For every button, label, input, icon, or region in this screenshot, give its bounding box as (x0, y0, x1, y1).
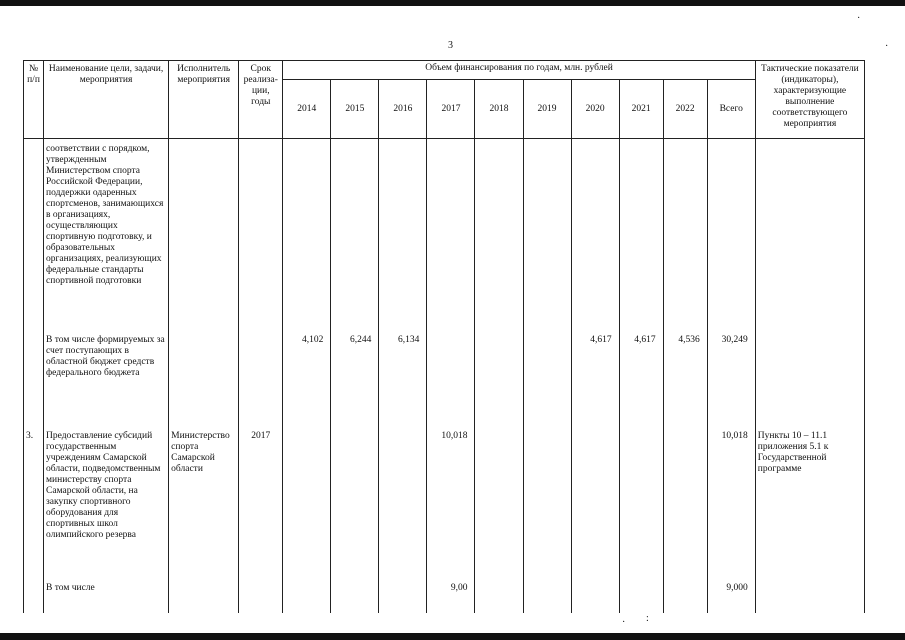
row-value (475, 431, 523, 583)
row-value (663, 583, 707, 613)
row-value (427, 139, 475, 335)
row-value (427, 335, 475, 431)
row-total (707, 139, 755, 335)
header-financing: Объем финансирования по годам, млн. рублей (283, 61, 756, 80)
row-name: В том числе (44, 583, 169, 613)
row-executor: Министерство спорта Самарской области (169, 431, 239, 583)
row-value (331, 139, 379, 335)
scan-speck: · (622, 617, 626, 628)
header-year: 2017 (427, 80, 475, 139)
row-value (571, 431, 619, 583)
row-value (523, 431, 571, 583)
scan-speck: · (857, 13, 861, 24)
row-value (379, 139, 427, 335)
row-period (239, 139, 283, 335)
row-value: 4,617 (571, 335, 619, 431)
row-total: 10,018 (707, 431, 755, 583)
row-executor (169, 583, 239, 613)
row-executor (169, 139, 239, 335)
scan-speck: : (646, 613, 649, 624)
header-executor: Исполнитель мероприятия (169, 61, 239, 139)
row-value: 6,244 (331, 335, 379, 431)
header-year: 2020 (571, 80, 619, 139)
row-indicators (755, 583, 864, 613)
table-row (24, 335, 865, 431)
row-value (379, 431, 427, 583)
row-indicators (755, 335, 864, 431)
header-year: 2015 (331, 80, 379, 139)
row-value: 10,018 (427, 431, 475, 583)
row-value (331, 431, 379, 583)
financing-table (23, 60, 865, 613)
header-period: Срок реализа-ции, годы (239, 61, 283, 139)
row-value (331, 583, 379, 613)
header-year: 2014 (283, 80, 331, 139)
row-value (571, 583, 619, 613)
row-value: 4,536 (663, 335, 707, 431)
row-total: 9,000 (707, 583, 755, 613)
row-value (663, 139, 707, 335)
row-value (283, 139, 331, 335)
header-name: Наименование цели, задачи, мероприятия (44, 61, 169, 139)
row-value (619, 139, 663, 335)
row-value (523, 139, 571, 335)
row-value (571, 139, 619, 335)
row-total: 30,249 (707, 335, 755, 431)
top-scan-border (0, 0, 905, 6)
row-period (239, 335, 283, 431)
row-name: соответствии с порядком, утвержденным Министерством спорта Российской Федерации, поддержки одаренных спортсменов, занимающихся в организациях, осуществляющих спортивную подготовку, и образовательных организациях, реализующих федеральные стандарты спортивной подготовки (44, 139, 169, 335)
row-period (239, 583, 283, 613)
header-total: Всего (707, 80, 755, 139)
row-value (523, 335, 571, 431)
row-value: 4,102 (283, 335, 331, 431)
row-value: 4,617 (619, 335, 663, 431)
row-period: 2017 (239, 431, 283, 583)
row-executor (169, 335, 239, 431)
header-year: 2019 (523, 80, 571, 139)
row-value (523, 583, 571, 613)
header-year: 2016 (379, 80, 427, 139)
row-name: В том числе формируемых за счет поступающих в областной бюджет средств федерального бюджета (44, 335, 169, 431)
row-value (379, 583, 427, 613)
row-value: 6,134 (379, 335, 427, 431)
row-number (24, 583, 44, 613)
table-row (24, 431, 865, 583)
row-indicators (755, 139, 864, 335)
row-value (619, 431, 663, 583)
row-indicators: Пункты 10 – 11.1 приложения 5.1 к Государственной программе (755, 431, 864, 583)
row-name: Предоставление субсидий государственным учреждениям Самарской области, подведомственным министерству спорта Самарской области, на закупку спортивного оборудования для спортивных школ олимпийского резерва (44, 431, 169, 583)
row-value (283, 431, 331, 583)
row-value (663, 431, 707, 583)
page-number: 3 (448, 40, 453, 51)
table-row (24, 139, 865, 335)
bottom-scan-border (0, 633, 905, 640)
row-value (619, 583, 663, 613)
row-value (475, 583, 523, 613)
row-value: 9,00 (427, 583, 475, 613)
table-row (24, 583, 865, 613)
scan-speck: · (885, 41, 889, 52)
header-year: 2021 (619, 80, 663, 139)
row-value (283, 583, 331, 613)
row-value (475, 139, 523, 335)
header-number: № п/п (24, 61, 44, 139)
row-number: 3. (24, 431, 44, 583)
row-number (24, 139, 44, 335)
header-indicators: Тактические показатели (индикаторы), характеризующие выполнение соответствующего мероприятия (755, 61, 864, 139)
header-year: 2018 (475, 80, 523, 139)
row-number (24, 335, 44, 431)
row-value (475, 335, 523, 431)
header-year: 2022 (663, 80, 707, 139)
